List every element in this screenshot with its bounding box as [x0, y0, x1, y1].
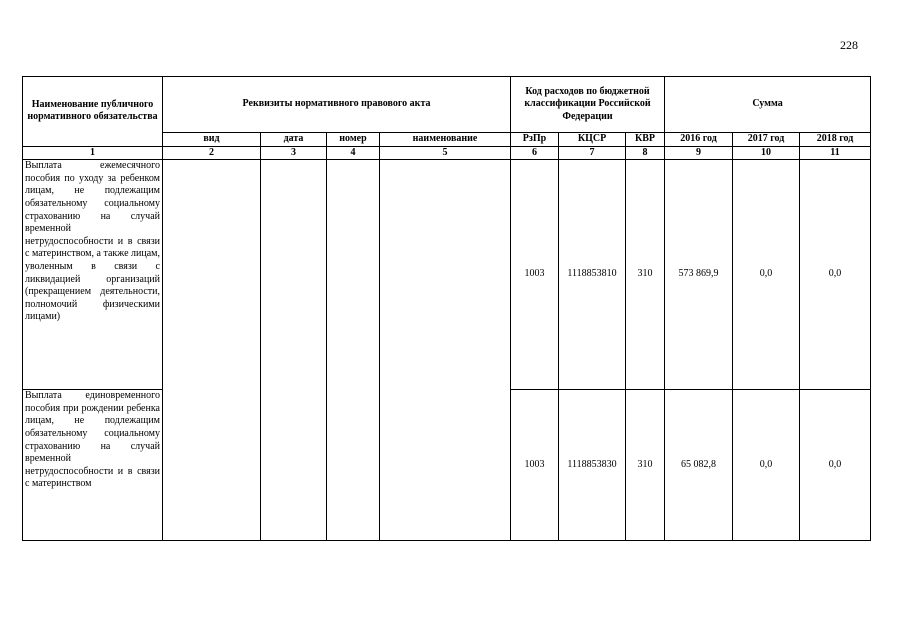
amount-2018-cell: 0,0 [800, 390, 871, 541]
table-row [23, 160, 871, 390]
header-expense-code: Код расходов по бюджетной классификации Российской Федерации [511, 77, 665, 133]
obligation-name-cell: Выплата ежемесячного пособия по уходу за ребенком лицам, не подлежащим обязательному социальному страхованию на случай временной нетрудоспособности и в связи с материнством, а также лицам, уволенным в связи с ликвидацией организаций (прекращением деятельности, полномочий физическими лицами) [23, 160, 163, 390]
page-number: 228 [840, 38, 858, 52]
act-type-cell [163, 160, 261, 541]
kcsr-cell: 1118853810 [559, 160, 626, 390]
column-number: 8 [626, 146, 665, 160]
kvr-cell: 310 [626, 160, 665, 390]
header-number: номер [327, 133, 380, 147]
header-2018: 2018 год [800, 133, 871, 147]
header-legal-act: Реквизиты нормативного правового акта [163, 77, 511, 133]
rzpr-cell: 1003 [511, 160, 559, 390]
rzpr-cell: 1003 [511, 390, 559, 541]
header-title: наименование [380, 133, 511, 147]
amount-2017-cell: 0,0 [733, 160, 800, 390]
header-kvr: КВР [626, 133, 665, 147]
column-number: 1 [23, 146, 163, 160]
act-title-cell [380, 160, 511, 541]
kcsr-cell: 1118853830 [559, 390, 626, 541]
header-rzpr: РзПр [511, 133, 559, 147]
amount-2016-cell: 65 082,8 [665, 390, 733, 541]
header-obligation-name: Наименование публичного нормативного обязательства [23, 77, 163, 147]
column-number: 3 [261, 146, 327, 160]
header-2016: 2016 год [665, 133, 733, 147]
column-number: 6 [511, 146, 559, 160]
header-2017: 2017 год [733, 133, 800, 147]
column-number: 7 [559, 146, 626, 160]
column-number: 2 [163, 146, 261, 160]
header-kcsr: КЦСР [559, 133, 626, 147]
column-number: 11 [800, 146, 871, 160]
amount-2018-cell: 0,0 [800, 160, 871, 390]
column-number: 4 [327, 146, 380, 160]
column-number: 10 [733, 146, 800, 160]
header-row-main [23, 77, 871, 133]
header-type: вид [163, 133, 261, 147]
header-date: дата [261, 133, 327, 147]
act-date-cell [261, 160, 327, 541]
column-number: 5 [380, 146, 511, 160]
budget-obligations-table [22, 76, 871, 541]
act-number-cell [327, 160, 380, 541]
amount-2017-cell: 0,0 [733, 390, 800, 541]
header-amount: Сумма [665, 77, 871, 133]
column-number-row [23, 146, 871, 160]
amount-2016-cell: 573 869,9 [665, 160, 733, 390]
kvr-cell: 310 [626, 390, 665, 541]
column-number: 9 [665, 146, 733, 160]
obligation-name-cell: Выплата единовременного пособия при рождении ребенка лицам, не подлежащим обязательному социальному страхованию на случай временной нетрудоспособности и в связи с материнством [23, 390, 163, 541]
